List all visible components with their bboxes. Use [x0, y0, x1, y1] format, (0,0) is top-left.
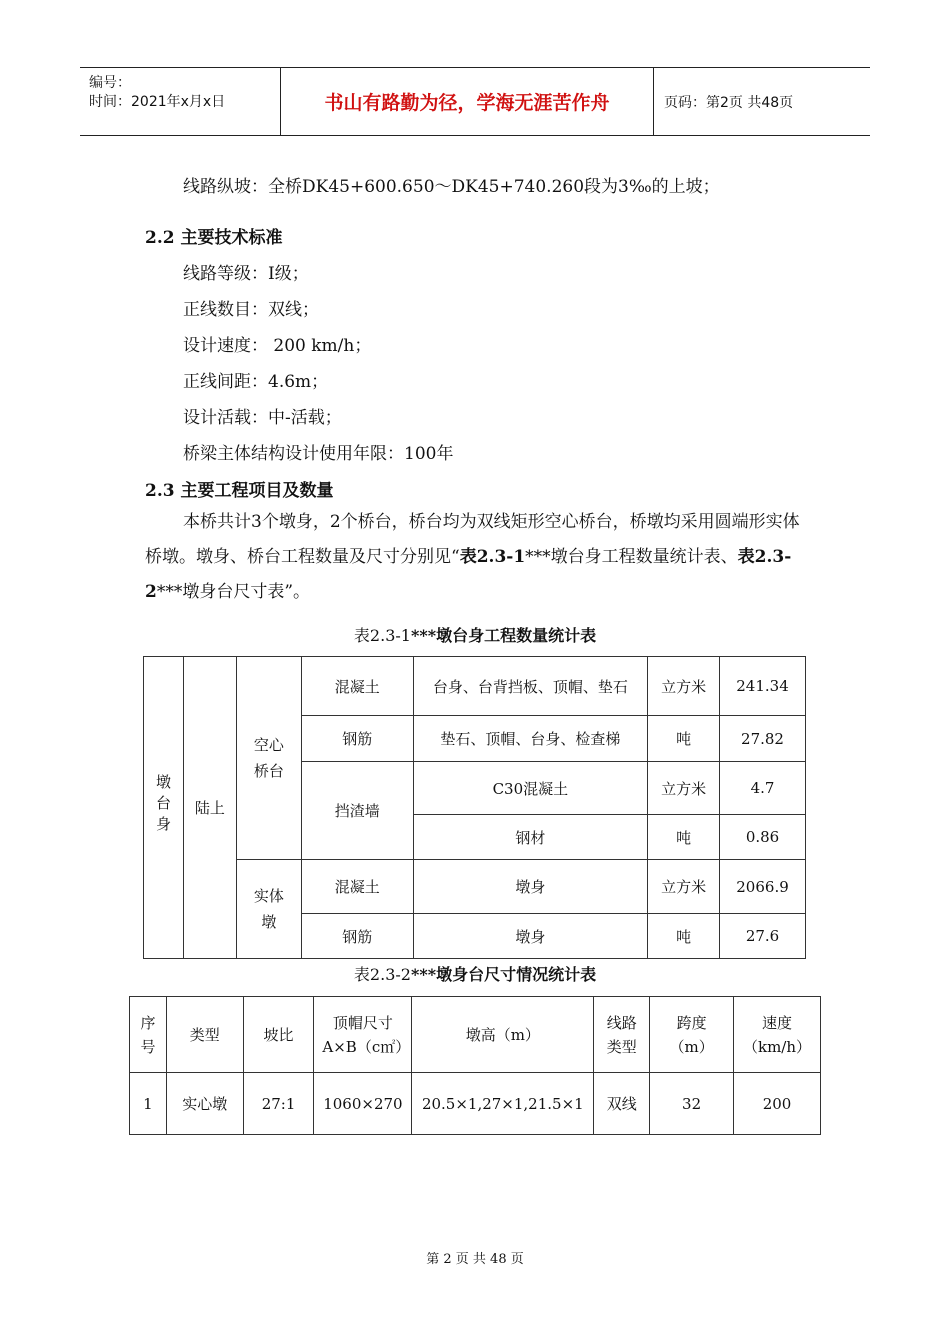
- table1-col2: 陆上: [183, 657, 236, 959]
- table1-caption-title: ***墩台身工程数量统计表: [410, 626, 597, 645]
- cell-qty: 27.6: [720, 914, 806, 959]
- std-item: 线路等级：Ⅰ级；: [183, 264, 309, 284]
- cell-material: 钢筋: [301, 914, 413, 959]
- table1-caption: [0, 623, 950, 646]
- table2-caption-prefix: 表2.3-2: [353, 965, 411, 984]
- cell: 1: [130, 1073, 167, 1135]
- header-cell: 序号: [130, 997, 167, 1073]
- cell-unit: 吨: [648, 815, 720, 860]
- cell: 实心墩: [166, 1073, 243, 1135]
- cell-qty: 0.86: [720, 815, 806, 860]
- section-2-2-heading: 2.2 主要技术标准: [145, 228, 283, 248]
- table-row: [144, 860, 806, 914]
- header-number: 编号：: [89, 75, 131, 91]
- section-2-3-heading: 2.3 主要工程项目及数量: [145, 481, 334, 501]
- cell: 20.5×1,27×1,21.5×1: [412, 1073, 594, 1135]
- std-item: 正线间距：4.6m；: [183, 372, 329, 392]
- std-item: 设计速度： 200 km/h；: [183, 336, 372, 356]
- cell-desc: 墩身: [413, 914, 648, 959]
- cell: 1060×270: [314, 1073, 412, 1135]
- cell: 200: [734, 1073, 821, 1135]
- para-text: ***墩台身工程数量统计表、: [525, 547, 738, 567]
- header-cell: 顶帽尺寸A×B（c㎡）: [314, 997, 412, 1073]
- cell-unit: 立方米: [648, 860, 720, 914]
- cell-unit: 立方米: [648, 762, 720, 815]
- table1-col1: 墩台身: [144, 657, 184, 959]
- para-table-ref: 表2.3-1: [459, 547, 526, 567]
- header-motto: 书山有路勤为径，学海无涯苦作舟: [281, 68, 654, 135]
- table-header-row: [130, 997, 821, 1073]
- cell-desc: 钢材: [413, 815, 648, 860]
- table1-caption-prefix: 表2.3-1: [353, 626, 411, 645]
- header-cell: 坡比: [243, 997, 314, 1073]
- group-solid-pier: 实体墩: [236, 860, 301, 959]
- cell-unit: 吨: [648, 914, 720, 959]
- cell: 32: [650, 1073, 734, 1135]
- cell-desc: 台身、台背挡板、顶帽、垫石: [413, 657, 648, 716]
- table-row: [144, 657, 806, 716]
- cell: 27:1: [243, 1073, 314, 1135]
- header-cell: 跨度（m）: [650, 997, 734, 1073]
- table2-caption: [0, 962, 950, 985]
- cell-unit: 立方米: [648, 657, 720, 716]
- std-item: 设计活载：中-活载；: [183, 408, 342, 428]
- cell-desc: C30混凝土: [413, 762, 648, 815]
- para-text: ***墩身台尺寸表”。: [156, 582, 311, 602]
- group-hollow-abutment: 空心桥台: [236, 657, 301, 860]
- header-cell: 速度（km/h）: [734, 997, 821, 1073]
- cell-material: 混凝土: [301, 860, 413, 914]
- body-paragraph: [145, 505, 810, 610]
- cell-desc: 垫石、顶帽、台身、检查梯: [413, 716, 648, 762]
- header-cell: 类型: [166, 997, 243, 1073]
- table-row: [130, 1073, 821, 1135]
- cell-material: 钢筋: [301, 716, 413, 762]
- page-footer: 第 2 页 共 48 页: [426, 1252, 524, 1267]
- header-page-info: 页码：第2页 共48页: [664, 94, 794, 111]
- quantity-table: [143, 656, 806, 959]
- cell-unit: 吨: [648, 716, 720, 762]
- cell-material: 混凝土: [301, 657, 413, 716]
- cell-qty: 27.82: [720, 716, 806, 762]
- cell-qty: 2066.9: [720, 860, 806, 914]
- para-text: 本桥共计3个墩身，2个桥台，桥台均为双线矩形空心桥台，桥墩均采用圆端形实体桥墩。墩身、桥台工程数量及尺寸分别见“: [145, 512, 800, 567]
- dimension-table: [129, 996, 821, 1135]
- std-item: 桥梁主体结构设计使用年限：100年: [183, 444, 454, 464]
- header-cell: 线路类型: [594, 997, 650, 1073]
- header-time: 时间：2021年x月x日: [89, 94, 226, 110]
- header-meta: [80, 68, 281, 135]
- page-header: [80, 67, 870, 136]
- std-item: 正线数目：双线；: [183, 300, 319, 320]
- gradient-line: 线路纵坡：全桥DK45+600.650～DK45+740.260段为3‰的上坡；: [183, 177, 720, 197]
- cell-qty: 241.34: [720, 657, 806, 716]
- cell: 双线: [594, 1073, 650, 1135]
- header-cell: 墩高（m）: [412, 997, 594, 1073]
- cell-qty: 4.7: [720, 762, 806, 815]
- cell-retaining-wall: 挡渣墙: [301, 762, 413, 860]
- table2-caption-title: ***墩身台尺寸情况统计表: [410, 965, 597, 984]
- cell-desc: 墩身: [413, 860, 648, 914]
- para-table-ref: 表2.3-2: [145, 547, 792, 602]
